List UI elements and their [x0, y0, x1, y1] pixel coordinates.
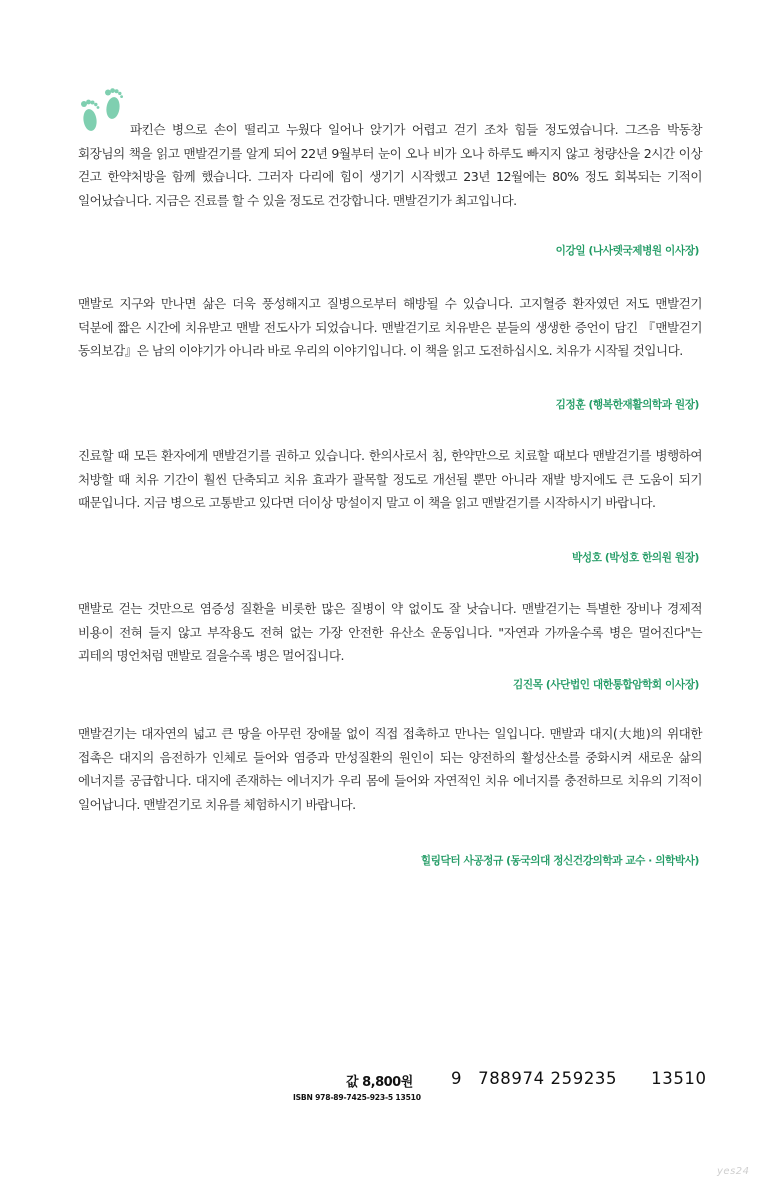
watermark: yes24: [717, 1166, 750, 1177]
barcode-addon-digits: 13510: [651, 1069, 707, 1088]
testimonial-1: [78, 118, 702, 212]
testimonial-4-attribution: [513, 677, 699, 692]
author-name: 김정훈: [555, 399, 586, 411]
author-affiliation: (박성호 한의원 원장): [604, 552, 699, 564]
testimonial-text: 맨발로 지구와 만나면 삶은 더욱 풍성해지고 질병으로부터 해방될 수 있습니다. 고지혈증 환자였던 저도 맨발걷기 덕분에 짧은 시간에 치유받고 맨발 전도사가 되었습니다. 맨발걷기로 치유받은 분들의 생생한 증언이 담긴 『맨발걷기 동의보감』은 남의 이야기가 아니라 바로 우리의 이야기입니다. 이 책을 읽고 도전하십시오. 치유가 시작될 것입니다.: [78, 296, 702, 359]
author-affiliation: (나사렛국제병원 이사장): [588, 245, 699, 257]
barcode-main-digits: 788974 259235: [478, 1069, 618, 1088]
author-name: 김진목: [513, 679, 543, 691]
isbn-label: ISBN 978-89-7425-923-5 13510: [293, 1093, 421, 1102]
testimonial-5: [78, 722, 702, 816]
testimonial-text: 파킨슨 병으로 손이 떨리고 누웠다 일어나 앉기가 어렵고 걷기 조차 힘들 정도였습니다. 그즈음 박동창 회장님의 책을 읽고 맨발걷기를 알게 되어 22년 9월부터 눈이 오나 비가 오나 하루도 빠지지 않고 청량산을 2시간 이상 걷고 한약처방을 함께 했습니다. 그러자 다리에 힘이 생기기 시작했고 23년 12월에는 80% 정도 회복되는 기적이 일어났습니다. 지금은 진료를 할 수 있을 정도로 건강합니다. 맨발걷기가 최고입니다.: [78, 122, 702, 208]
testimonial-text: 맨발로 걷는 것만으로 염증성 질환을 비롯한 많은 질병이 약 없이도 잘 낫습니다. 맨발걷기는 특별한 장비나 경제적 비용이 전혀 들지 않고 부작용도 전혀 없는 가장 안전한 유산소 운동입니다. "자연과 가까울수록 병은 멀어진다"는 괴테의 명언처럼 맨발로 걸을수록 병은 멀어집니다.: [78, 601, 702, 664]
testimonial-3: [78, 444, 702, 515]
price-label: 값 8,800원: [346, 1075, 413, 1090]
barcode-digits: [451, 1069, 707, 1088]
barcode-lead-digit: 9: [451, 1069, 463, 1088]
author-name: 박성호: [572, 552, 602, 564]
testimonial-text: 진료할 때 모든 환자에게 맨발걷기를 권하고 있습니다. 한의사로서 침, 한약만으로 치료할 때보다 맨발걷기를 병행하여 처방할 때 치유 기간이 훨씬 단축되고 치유 효과가 괄목할 정도로 개선될 뿐만 아니라 재발 방지에도 큰 도움이 되기 때문입니다. 지금 병으로 고통받고 있다면 더이상 망설이지 말고 이 책을 읽고 맨발걷기를 시작하시기 바랍니다.: [78, 448, 702, 511]
author-affiliation: (행복한재활의학과 원장): [588, 399, 699, 411]
testimonial-4: [78, 597, 702, 668]
testimonial-text: 맨발걷기는 대자연의 넓고 큰 땅을 아무런 장애물 없이 직접 접촉하고 만나는 일입니다. 맨발과 대지(大地)의 위대한 접촉은 대지의 음전하가 인체로 들어와 염증과 만성질환의 원인이 되는 양전하의 활성산소를 중화시켜 새로운 삶의 에너지를 공급합니다. 대지에 존재하는 에너지가 우리 몸에 들어와 자연적인 치유 에너지를 충전하므로 치유의 기적이 일어납니다. 맨발걷기로 치유를 체험하시기 바랍니다.: [78, 726, 702, 812]
testimonial-2-attribution: [556, 397, 699, 412]
testimonial-2: [78, 292, 702, 363]
author-affiliation: (사단법인 대한통합암학회 이사장): [545, 679, 699, 691]
author-name: 힐링닥터 사공정규: [420, 855, 503, 867]
testimonial-3-attribution: [572, 550, 699, 565]
testimonial-5-attribution: [421, 853, 699, 868]
author-affiliation: (동국의대 정신건강의학과 교수 · 의학박사): [506, 855, 699, 867]
testimonial-1-attribution: [556, 243, 699, 258]
author-name: 이강일: [555, 245, 586, 257]
